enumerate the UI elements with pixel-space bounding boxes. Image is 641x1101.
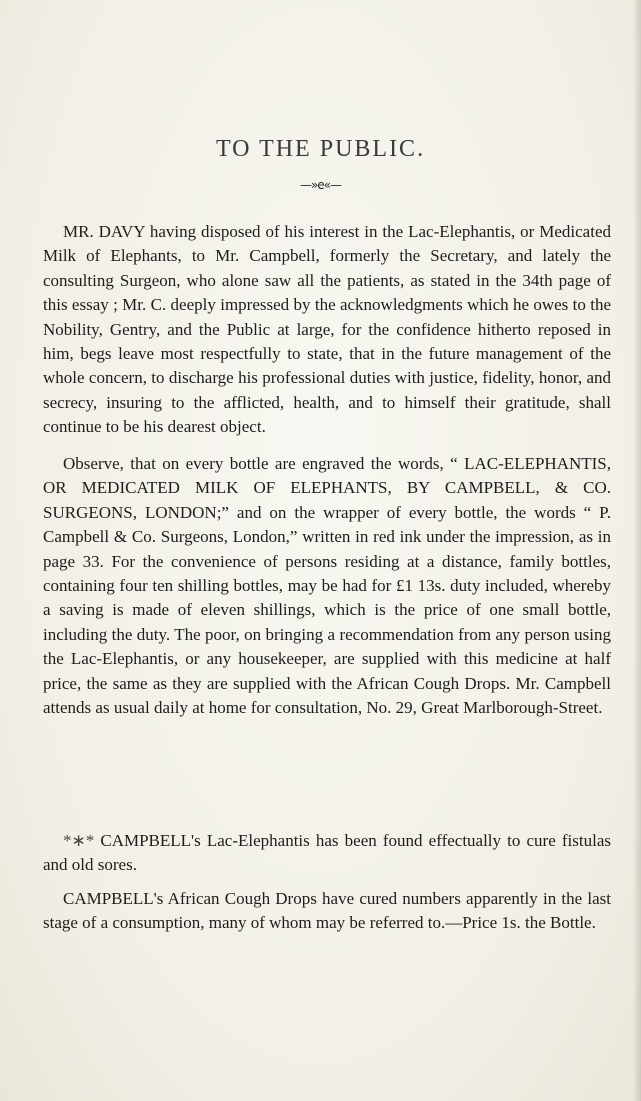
paragraph-fistulas-line (43, 829, 611, 878)
paragraph-fistulas (43, 829, 611, 878)
paragraph-fistulas-text: CAMPBELL's Lac-Elephantis has been found effectually to cure fistulas and old sores. (43, 831, 611, 875)
title-ornament: —»e«— (299, 178, 342, 192)
paragraph-cough-drops-text: CAMPBELL's African Cough Drops have cured numbers apparently in the last stage of a consumption, many of whom may be referred to.—Price 1s. the Bottle. (43, 889, 611, 933)
paragraph-notice-text: MR. DAVY having disposed of his interest in the Lac-Elephantis, or Medicated Milk of Elephants, to Mr. Campbell, formerly the Secretary, and lately the consulting Surgeon, who alone saw all the patients, as stated in the 34th page of this essay ; Mr. C. deeply impressed by the acknowledgments which he owes to the Nobility, Gentry, and the Public at large, for the confidence hitherto reposed in him, begs leave most respectfully to state, that in the future management of the whole concern, to discharge his professional duties with justice, fidelity, honor, and secrecy, insuring to the afflicted, health, and to himself their gratitude, shall continue to be his dearest object. (43, 222, 611, 437)
paragraph-observe-text: Observe, that on every bottle are engraved the words, “ LAC-ELEPHANTIS, OR MEDICATED MILK OF ELEPHANTS, BY CAMPBELL, & CO. SURGEONS, LONDON;” and on the wrapper of every bottle, the words “ P. Campbell & Co. Surgeons, London,” written in red ink under the impression, as in page 33. For the convenience of persons residing at a distance, family bottles, containing four ten shilling bottles, may be had for £1 13s. duty included, whereby a saving is made of eleven shillings, which is the price of one small bottle, including the duty. The poor, on bringing a recommendation from any person using the Lac-Elephantis, or any housekeeper, are supplied with this medicine at half price, the same as they are supplied with the African Cough Drops. Mr. Campbell attends as usual daily at home for consultation, No. 29, Great Marlborough-Street. (43, 454, 611, 718)
asterism-mark: *∗* (63, 831, 95, 850)
paragraph-observe (43, 452, 611, 720)
page-title: TO THE PUBLIC. (215, 136, 426, 162)
paragraph-notice (43, 220, 611, 440)
paragraph-cough-drops (43, 887, 611, 936)
page-edge-shadow (633, 0, 641, 1101)
